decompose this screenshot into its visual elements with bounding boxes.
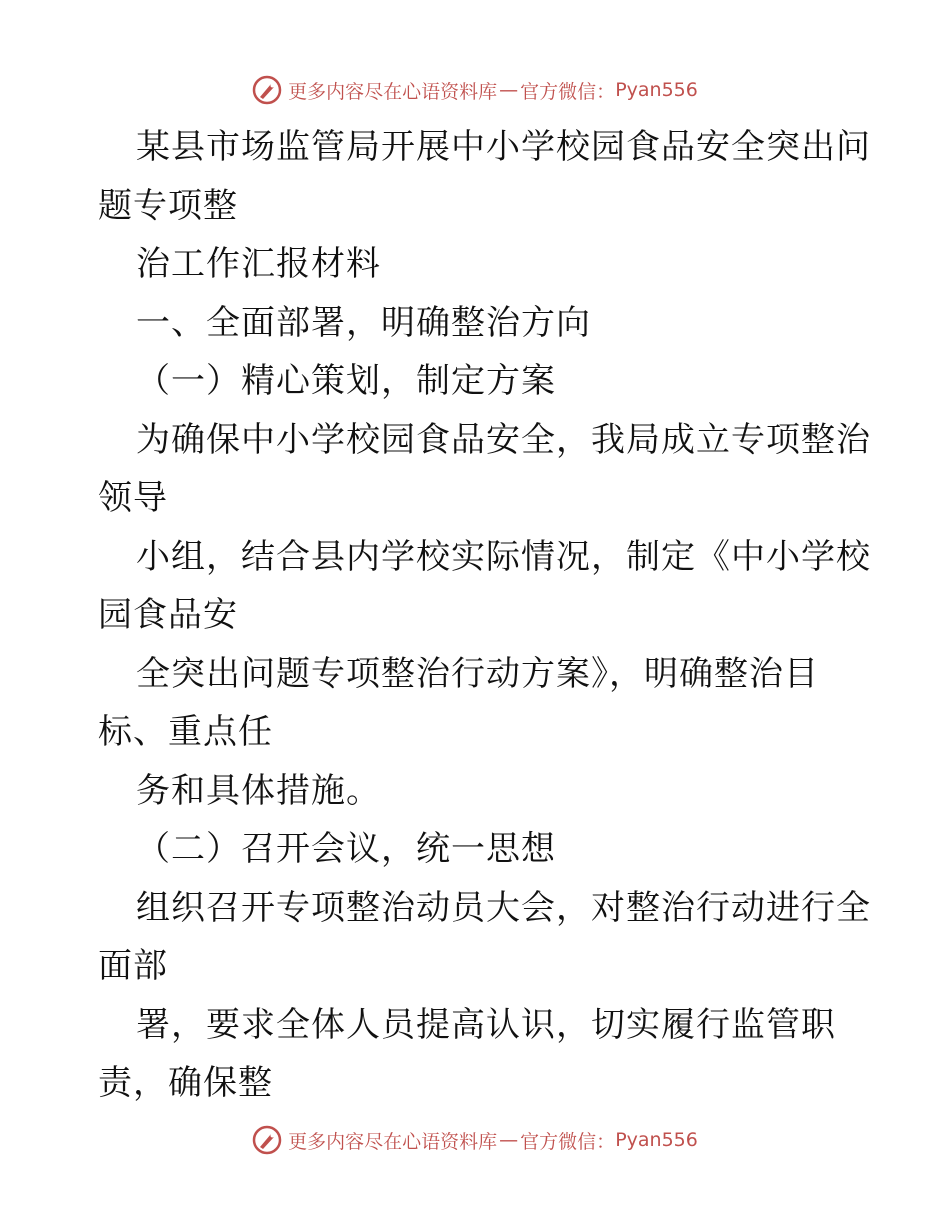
text-line: 园食品安 — [98, 595, 238, 635]
text-line: 题专项整 — [98, 185, 238, 226]
subsection-heading: （二）召开会议，统一思想 — [136, 829, 556, 869]
watermark-wechat-label: 官方微信： — [520, 80, 616, 103]
text-line: 责，确保整 — [98, 1063, 273, 1103]
text-line: 标、重点任 — [98, 712, 273, 752]
section-heading: 一、全面部署，明确整治方向 — [136, 302, 591, 343]
text-line: 署，要求全体人员提高认识，切实履行监管职 — [136, 1004, 836, 1045]
text-line: 为确保中小学校园食品安全，我局成立专项整治 — [136, 419, 871, 460]
text-line: 治工作汇报材料 — [136, 244, 381, 284]
text-line: 小组，结合县内学校实际情况，制定《中小学校 — [136, 536, 871, 577]
text-line: 务和具体措施。 — [136, 770, 381, 811]
document-body — [98, 118, 871, 1113]
header-watermark — [0, 72, 950, 108]
watermark-separator: — — [499, 1129, 519, 1151]
watermark-wechat-handle: Pyan556 — [615, 79, 698, 101]
pen-nib-logo-icon — [252, 1125, 282, 1155]
text-line: 组织召开专项整治动员大会，对整治行动进行全 — [136, 887, 871, 928]
watermark-brand: 更多内容尽在心语资料库 — [288, 80, 498, 103]
text-line: 某县市场监管局开展中小学校园食品安全突出问 — [136, 127, 871, 167]
watermark-wechat-handle: Pyan556 — [615, 1129, 698, 1151]
pen-nib-logo-icon — [252, 75, 282, 105]
footer-watermark — [0, 1122, 950, 1158]
text-line: 全突出问题专项整治行动方案》，明确整治目 — [136, 653, 819, 694]
text-line: 领导 — [98, 478, 168, 518]
subsection-heading: （一）精心策划，制定方案 — [136, 361, 556, 401]
text-line: 面部 — [98, 946, 168, 986]
watermark-brand: 更多内容尽在心语资料库 — [288, 1130, 498, 1153]
watermark-wechat-label: 官方微信： — [520, 1130, 616, 1153]
watermark-separator: — — [499, 79, 519, 101]
